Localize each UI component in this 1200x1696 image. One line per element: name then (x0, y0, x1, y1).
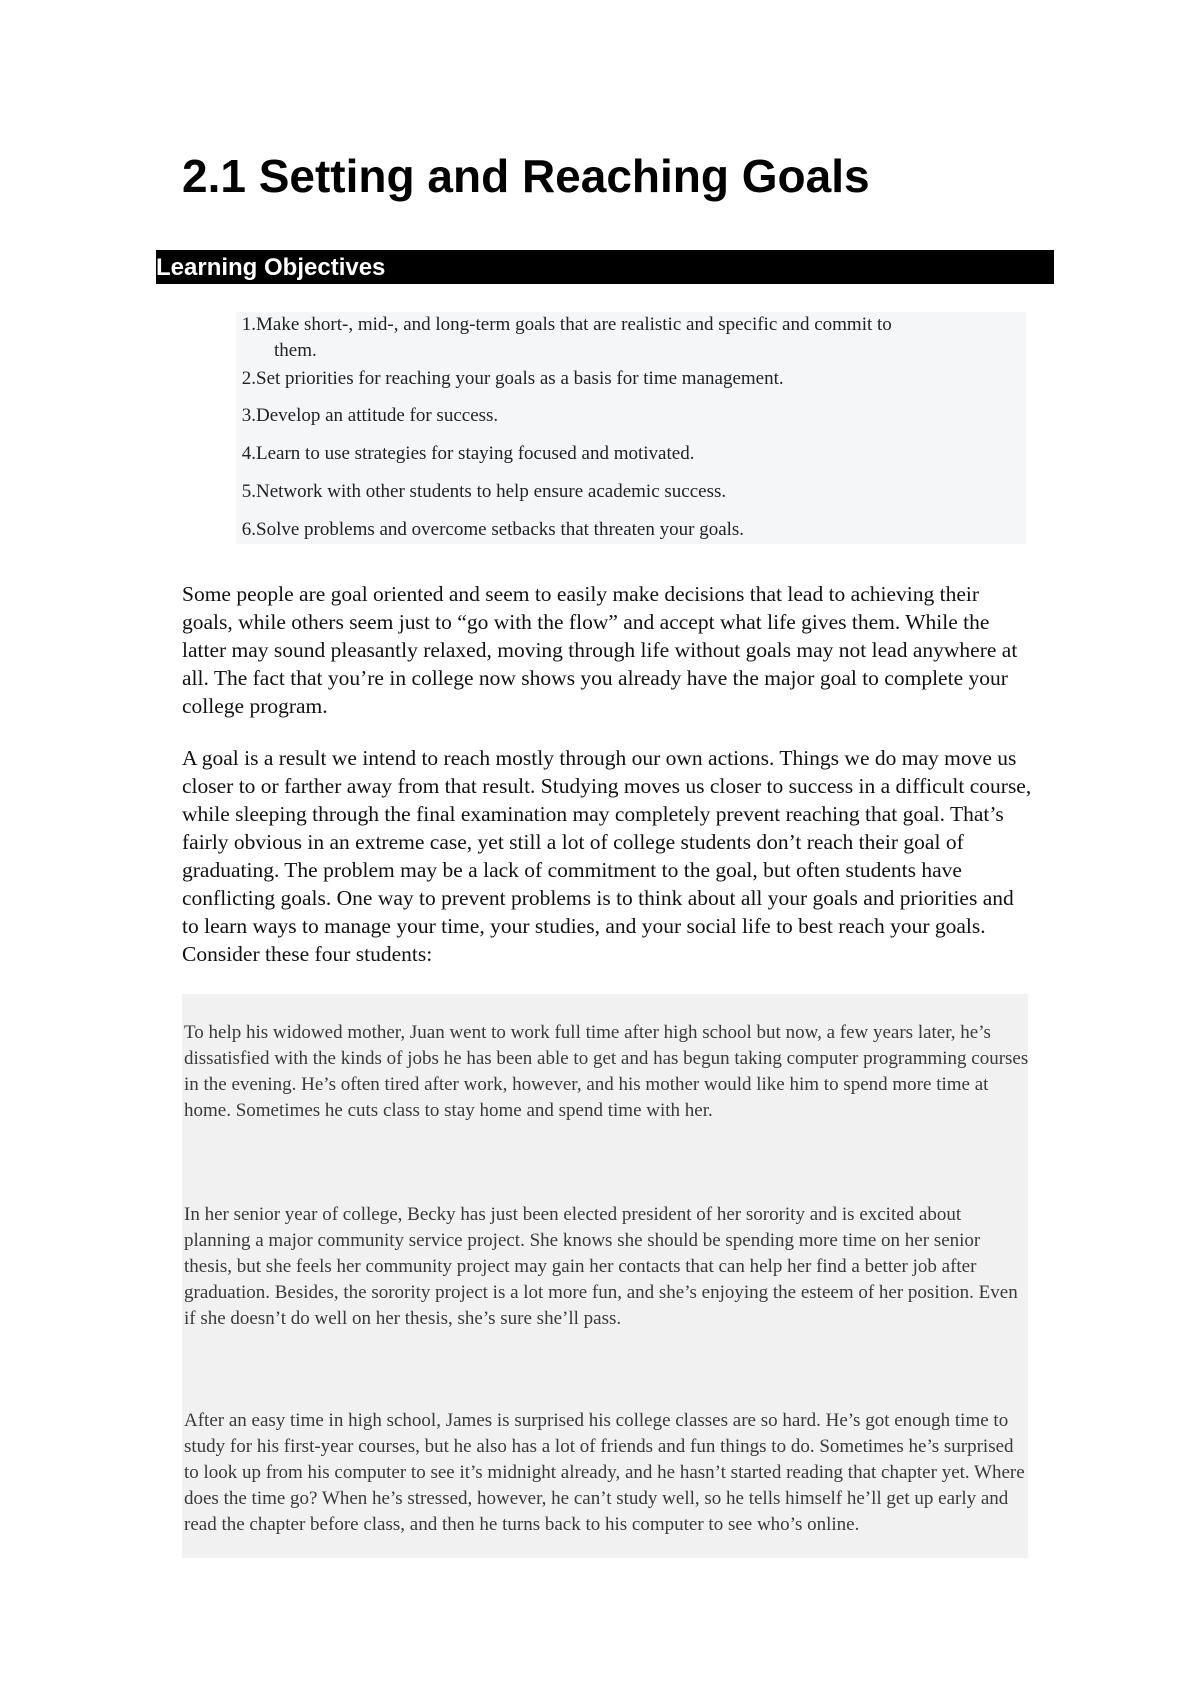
objective-text: Network with other students to help ensure academic success. (256, 481, 727, 502)
objective-text-continuation: them. (274, 340, 317, 361)
objective-text: Solve problems and overcome setbacks that threaten your goals. (256, 519, 745, 540)
objective-text: Set priorities for reaching your goals as a basis for time management. (256, 368, 784, 389)
body-paragraph: Some people are goal oriented and seem to easily make decisions that lead to achieving their goals, while others seem just to “go with the flow” and accept what life gives them. While the latter may sound pleasantly relaxed, moving through life without goals may not lead anywhere at all. The fact that you’re in college now shows you already have the major goal to complete your college program. (182, 582, 1018, 718)
objective-text: Develop an attitude for success. (256, 405, 499, 426)
objective-number: 6. (241, 519, 256, 540)
objective-item (236, 403, 1026, 429)
objective-number: 2. (241, 368, 256, 389)
body-paragraph: A goal is a result we intend to reach mostly through our own actions. Things we do may move us closer to or farther away from that result. Studying moves us closer to success in a difficult course, while sleeping through the final examination may completely prevent reaching that goal. That’s fairly obvious in an extreme case, yet still a lot of college students don’t reach their goal of graduating. The problem may be a lack of commitment to the goal, but often students have conflicting goals. One way to prevent problems is to think about all your goals and priorities and to learn ways to manage your time, your studies, and your social life to best reach your goals. Consider these four students: (182, 746, 1032, 966)
learning-objectives-box (236, 312, 1026, 544)
objective-number: 4. (241, 443, 256, 464)
student-case: After an easy time in high school, James is surprised his college classes are so hard. He’s got enough time to study for his first-year courses, but he also has a lot of friends and fun things to do. Sometimes he’s surprised to look up from his computer to see it’s midnight already, and he hasn’t started reading that chapter yet. Where does the time go? When he’s stressed, however, he can’t study well, so he tells himself he’ll get up early and read the chapter before class, and then he turns back to his computer to see who’s online. (184, 1410, 1025, 1535)
objective-number: 5. (241, 481, 256, 502)
objective-number: 3. (241, 405, 256, 426)
objective-text (236, 312, 1026, 364)
objective-item (236, 366, 1026, 392)
objective-number: 1. (241, 314, 256, 335)
student-cases-box (182, 994, 1028, 1558)
objective-item (236, 479, 1026, 505)
learning-objectives-heading: Learning Objectives (156, 250, 1054, 284)
objective-text: Learn to use strategies for staying focused and motivated. (256, 443, 695, 464)
objective-item (236, 517, 1026, 543)
student-case: In her senior year of college, Becky has just been elected president of her sorority and is excited about planning a major community service project. She knows she should be spending more time on her senior thesis, but she feels her community project may gain her contacts that can help her find a better job after graduation. Besides, the sorority project is a lot more fun, and she’s enjoying the esteem of her position. Even if she doesn’t do well on her thesis, she’s sure she’ll pass. (184, 1204, 1018, 1329)
objective-text-line: Make short-, mid-, and long-term goals that are realistic and specific and commit to (256, 314, 892, 335)
objective-item (236, 441, 1026, 467)
student-case: To help his widowed mother, Juan went to work full time after high school but now, a few years later, he’s dissatisfied with the kinds of jobs he has been able to get and has begun taking computer programming courses in the evening. He’s often tired after work, however, and his mother would like him to spend more time at home. Sometimes he cuts class to stay home and spend time with her. (184, 1022, 1029, 1121)
objective-item (236, 312, 1026, 364)
page-title: 2.1 Setting and Reaching Goals (182, 150, 870, 202)
